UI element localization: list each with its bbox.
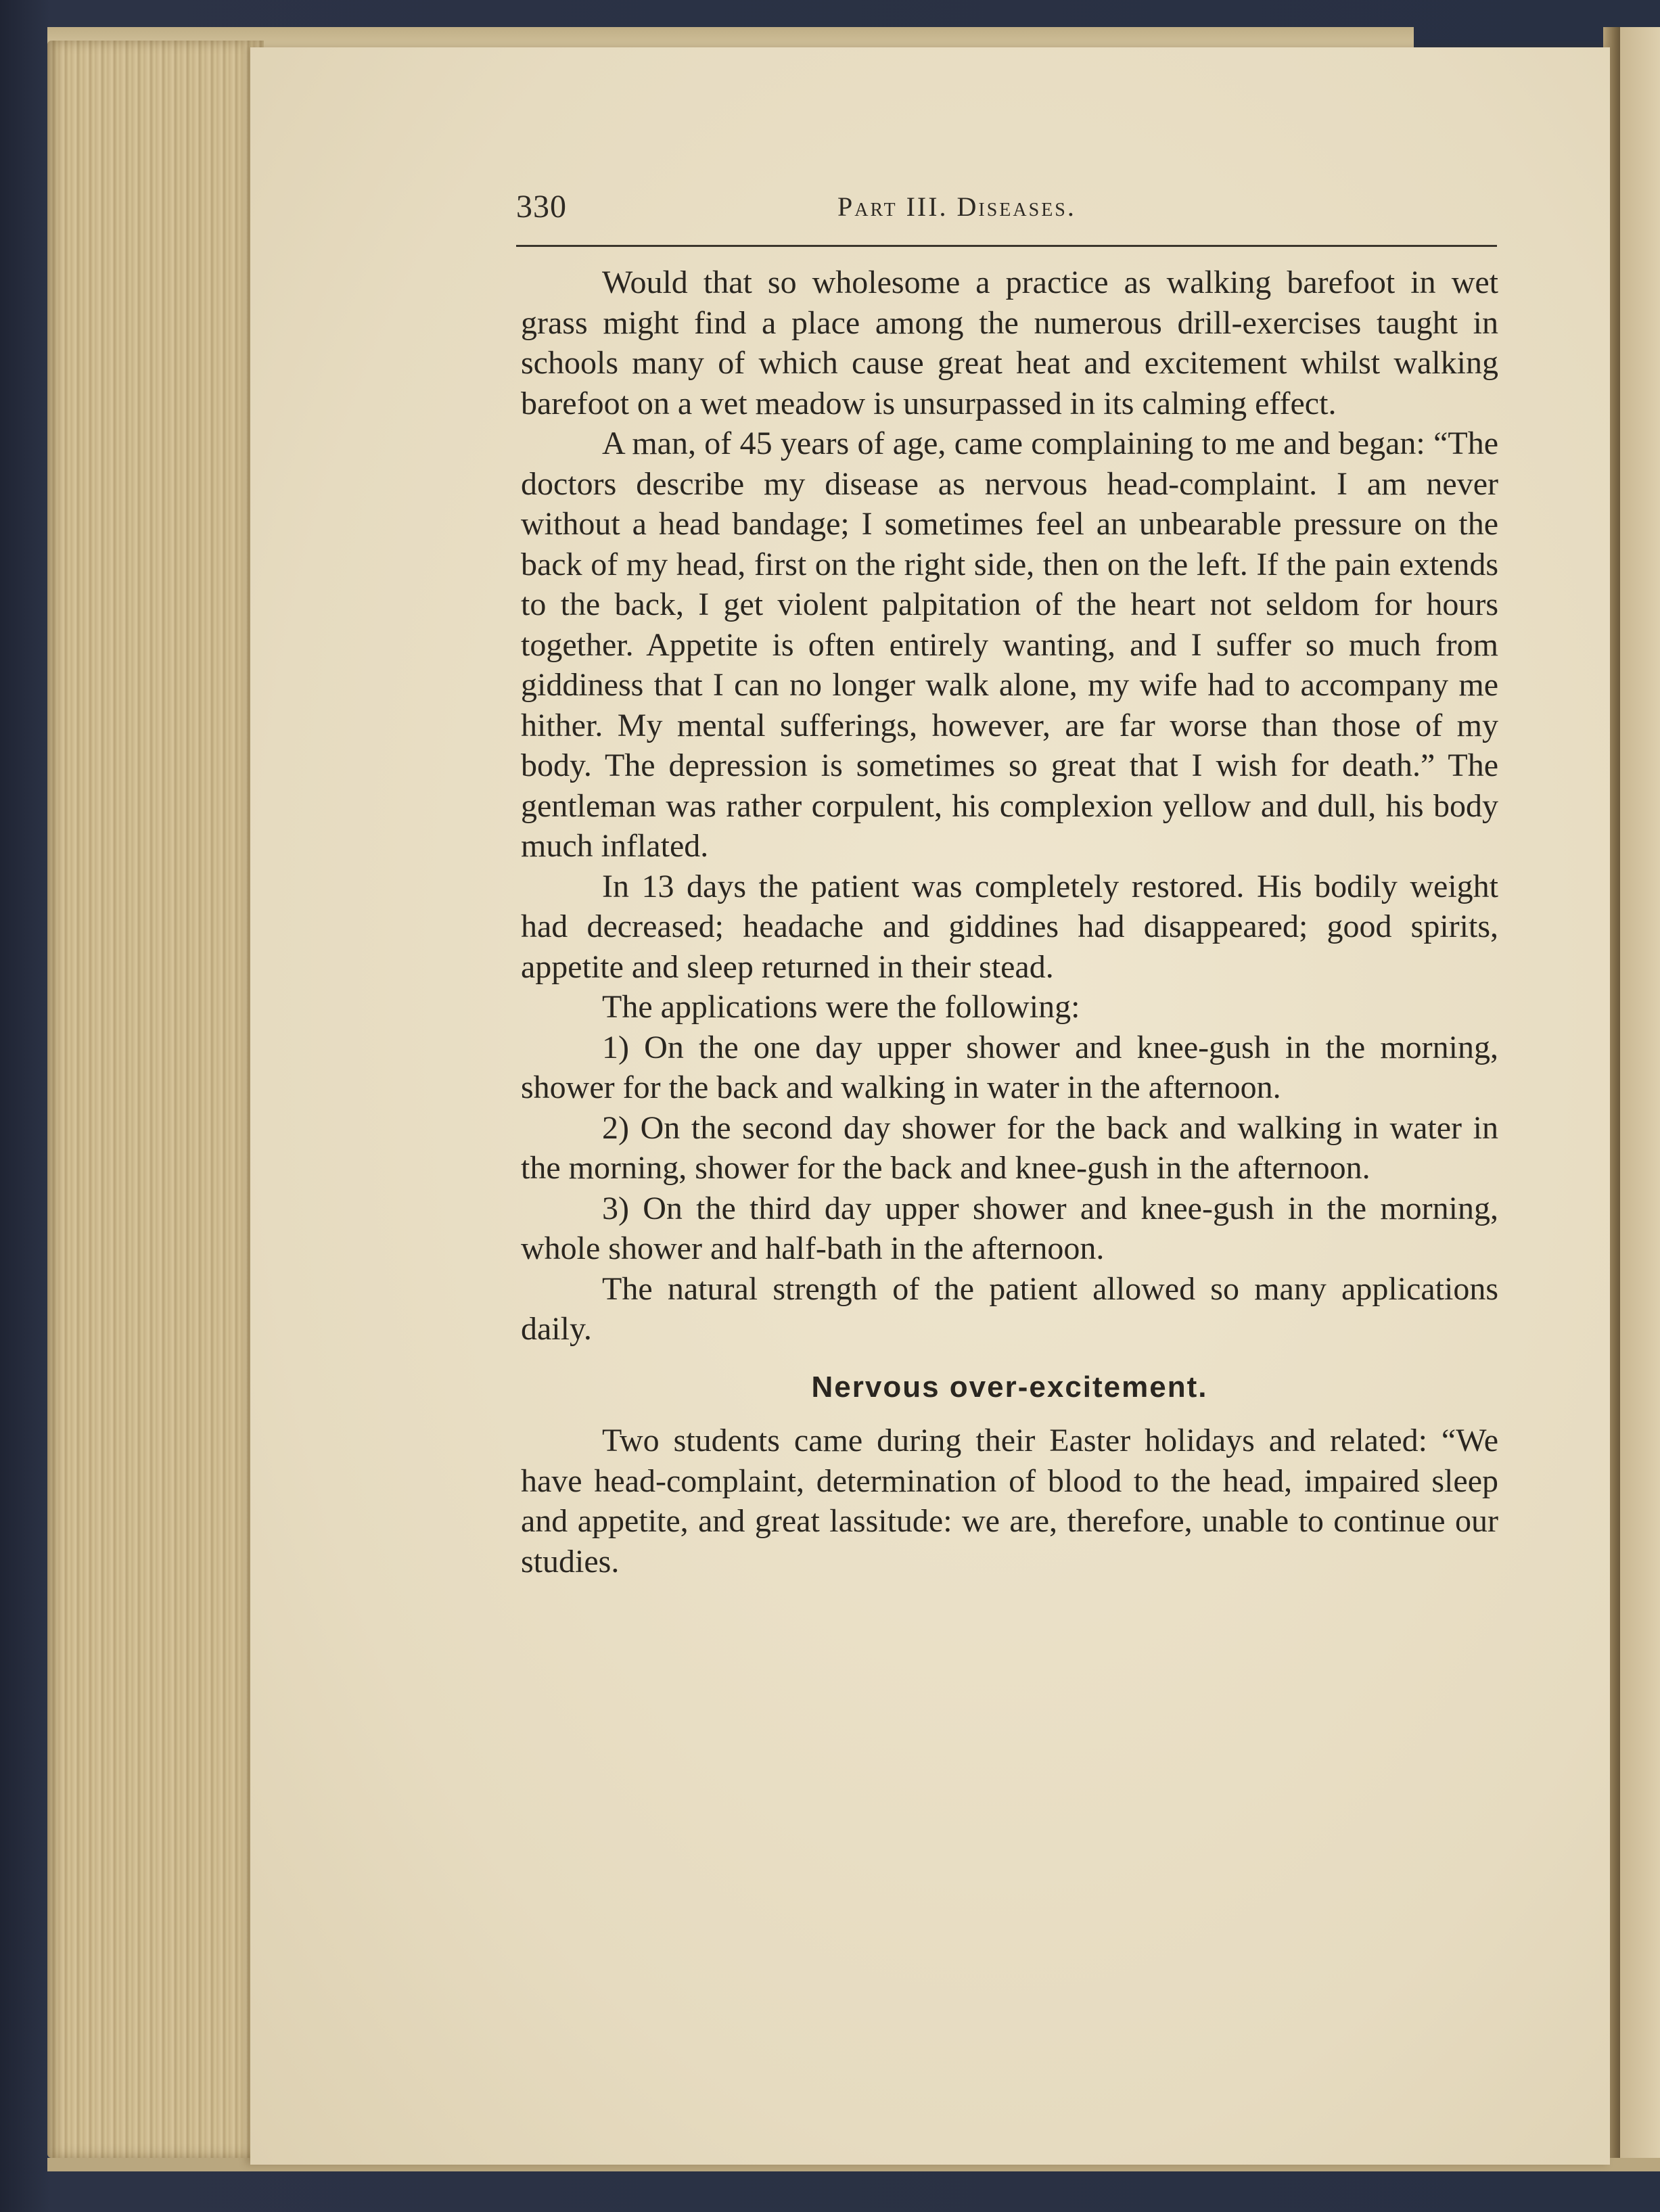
running-title: Part III. Diseases. <box>837 191 1076 222</box>
paragraph-strength: The natural strength of the patient allowed so many applications daily. <box>521 1270 1498 1347</box>
running-head <box>516 188 1497 235</box>
paragraph-day-two: 2) On the second day shower for the back and walking in water in the morning, shower for the back and knee-gush in the afternoon. <box>521 1109 1498 1186</box>
paragraph-day-one: 1) On the one day upper shower and knee-gush in the morning, shower for the back and walking in water in the afternoon. <box>521 1029 1498 1105</box>
section-heading: Nervous over-excitement. <box>811 1370 1208 1404</box>
body-text <box>521 262 1498 1582</box>
paragraph-day-three: 3) On the third day upper shower and knee-gush in the morning, whole shower and half-bath in the afternoon. <box>521 1190 1498 1266</box>
page-number: 330 <box>516 189 567 225</box>
paragraph-case-report: A man, of 45 years of age, came complaining to me and began: “The doctors describe my disease as nervous head-complaint. I am never without a head bandage; I sometimes feel an unbearable pressure on the back of my head, first on the right side, then on the left. If the pain extends to the back, I get violent palpitation of the heart not seldom for hours together. Appetite is often entirely wanting, and I suffer so much from giddiness that I can no longer walk alone, my wife had to accompany me hither. My mental sufferings, however, are far worse than those of my body. The depression is sometimes so great that I wish for death.” The gentleman was rather corpulent, his complexion yellow and dull, his body much inflated. <box>521 425 1498 864</box>
paragraph-applications-intro: The applications were the following: <box>602 989 1080 1025</box>
page-edges-left <box>47 41 264 2158</box>
paragraph-barefoot: Would that so wholesome a practice as walking barefoot in wet grass might find a place among the numerous drill-exercises taught in schools many of which cause great heat and excitement whilst walking barefoot on a wet meadow is unsurpassed in its calming effect. <box>521 264 1498 421</box>
header-rule <box>516 245 1497 247</box>
paragraph-students: Two students came during their Easter holidays and related: “We have head-complaint, determination of blood to the head, impaired sleep and appetite, and great lassitude: we are, therefore, unable to continue our studies. <box>521 1423 1498 1580</box>
facing-page-edge <box>1620 27 1660 2171</box>
paragraph-outcome: In 13 days the patient was completely restored. His bodily weight had decreased; headache and giddines had disappeared; good spirits, appetite and sleep returned in their stead. <box>521 868 1498 985</box>
